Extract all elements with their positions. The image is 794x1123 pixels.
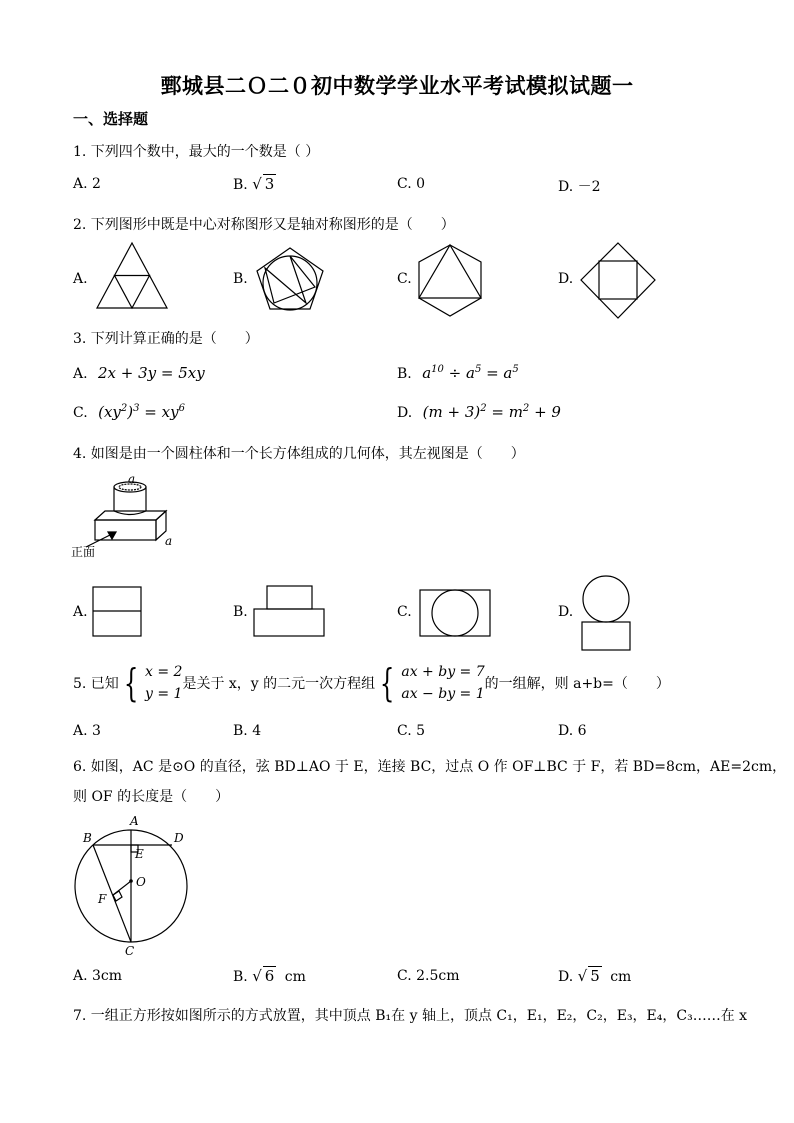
page-title: 鄄城县二Ｏ二０初中数学学业水平考试模拟试题一	[160, 73, 634, 98]
q1-stem: 1. 下列四个数中，最大的一个数是（ ）	[73, 144, 320, 160]
q5-system-2: { ax + by = 7 ax − by = 1	[380, 661, 485, 705]
q1-option-c: C. 0	[397, 176, 426, 192]
q4-label-d: D.	[558, 604, 574, 620]
q4-stem: 4. 如图是由一个圆柱体和一个长方体组成的几何体，其左视图是（ ）	[73, 446, 525, 462]
q6-stem-line2: 则 OF 的长度是（ ）	[73, 789, 230, 805]
q4-label-b: B.	[233, 604, 248, 620]
q5-option-c: C. 5	[397, 723, 426, 739]
q4-label-a-top: a	[128, 472, 136, 486]
q3-stem: 3. 下列计算正确的是（ ）	[73, 331, 259, 347]
q3-option-a: A. 2x + 3y = 5xy	[73, 364, 205, 382]
q4-label-c: C.	[397, 604, 412, 620]
pt-e: E	[135, 847, 144, 861]
q5-system-1: { x = 2 y = 1	[123, 661, 183, 705]
q6-option-d: D. √ 5 cm	[558, 967, 632, 985]
q4-label-a-side: a	[165, 534, 173, 548]
q6-option-a: A. 3cm	[73, 968, 123, 984]
q6-option-b: B. √ 6 cm	[233, 967, 306, 985]
q4-label-a: A.	[73, 604, 88, 620]
q2-stem: 2. 下列图形中既是中心对称图形又是轴对称图形的是（ ）	[73, 217, 455, 233]
pt-o: O	[136, 875, 146, 889]
pt-f: F	[98, 892, 107, 906]
q5-option-d: D. 6	[558, 723, 587, 739]
q2-label-a: A.	[73, 271, 88, 287]
q2-label-c: C.	[397, 271, 412, 287]
q3-option-d: D. $(m + 3)^2 = m^2 + 9$	[397, 403, 561, 421]
q7-stem: 7. 一组正方形按如图所示的方式放置，其中顶点 B₁在 y 轴上，顶点 C₁，E₁，E₂，C₂，E₃，E₄，C₃……在 x	[73, 1008, 748, 1024]
q1-option-b: B. √ 3	[233, 175, 275, 193]
q3-option-c: C. $(xy^2)^3 = xy^6$	[73, 403, 185, 421]
q6-stem-line1: 6. 如图，AC 是⊙O 的直径，弦 BD⊥AO 于 E，连接 BC，过点 O 作 OF⊥BC 于 F，若 BD=8cm，AE=2cm，	[73, 759, 787, 775]
pt-d: D	[174, 831, 184, 845]
pt-a: A	[130, 814, 139, 828]
q1-option-d: D. －2	[558, 179, 601, 195]
sqrt-symbol: √ 3	[252, 175, 275, 193]
pt-b: B	[83, 831, 92, 845]
q5-stem: 5. 已知 { x = 2 y = 1 是关于 x，y 的二元一次方程组 { ax + by = 7 ax − by = 1 的一组解，则 a+b=（ ）	[73, 661, 670, 705]
q5-option-b: B. 4	[233, 723, 262, 739]
q2-label-b: B.	[233, 271, 248, 287]
q3-option-b: B. $a^{10} \div a^5 = a^5$	[397, 364, 519, 382]
q6-option-c: C. 2.5cm	[397, 968, 460, 984]
section-heading: 一、选择题	[73, 110, 149, 128]
q2-label-d: D.	[558, 271, 574, 287]
q1-option-a: A. 2	[73, 176, 101, 192]
q5-option-a: A. 3	[73, 723, 101, 739]
pt-c: C	[125, 944, 135, 958]
q4-front-label: 正面	[71, 545, 96, 559]
